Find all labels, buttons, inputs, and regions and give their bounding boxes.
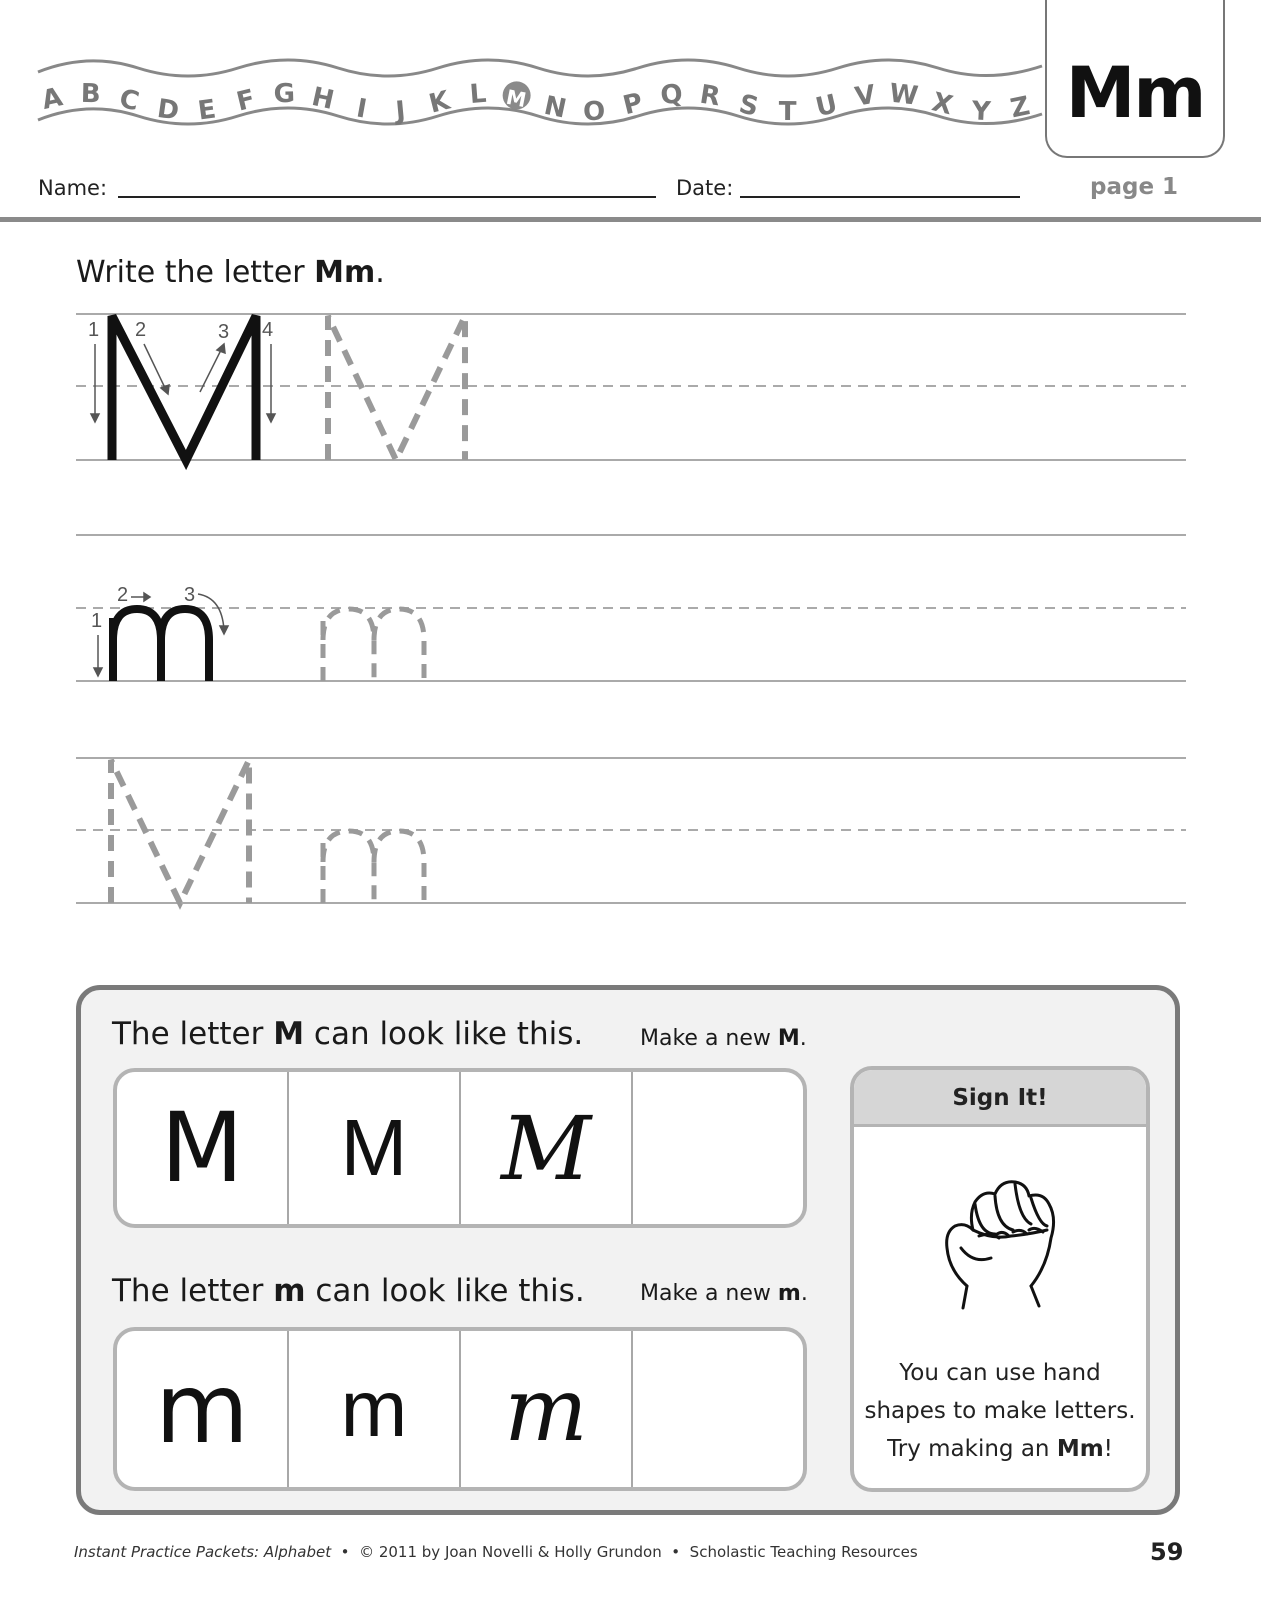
footer-bullet-1: • bbox=[335, 1543, 355, 1561]
upper-stroke-arrows bbox=[91, 344, 275, 422]
name-label: Name: bbox=[38, 176, 108, 200]
model-uppercase-m bbox=[112, 316, 256, 460]
alphabet-letter-j: J bbox=[394, 95, 407, 127]
upper-stroke-4: 4 bbox=[262, 319, 274, 341]
date-label: Date: bbox=[676, 176, 734, 200]
lowercase-sample-3: m bbox=[461, 1331, 633, 1487]
alphabet-letter-x: X bbox=[928, 87, 956, 122]
lowercase-samples-row bbox=[113, 1327, 807, 1491]
lowercase-caption-suffix: can look like this. bbox=[305, 1273, 585, 1309]
page-label: page 1 bbox=[1090, 174, 1179, 200]
sign-line-1: You can use hand bbox=[899, 1360, 1101, 1386]
uppercase-caption-suffix: can look like this. bbox=[304, 1016, 584, 1052]
instruction-suffix: . bbox=[375, 255, 385, 290]
alphabet-letter-q: Q bbox=[658, 78, 685, 112]
make-new-lower-prefix: Make a new bbox=[640, 1281, 778, 1306]
hand-sign-illustration bbox=[939, 1174, 1069, 1314]
alphabet-letter-s: S bbox=[736, 89, 762, 123]
upper-stroke-2: 2 bbox=[135, 319, 147, 341]
sign-it-title: Sign It! bbox=[854, 1070, 1146, 1127]
alphabet-letter-g: G bbox=[273, 78, 296, 110]
sign-line-3 bbox=[854, 1430, 1146, 1468]
sign-line-3-prefix: Try making an bbox=[887, 1436, 1057, 1462]
alphabet-letter-e: E bbox=[196, 94, 218, 127]
alphabet-letter-a: A bbox=[39, 82, 66, 116]
footer-publisher: Scholastic Teaching Resources bbox=[689, 1543, 918, 1561]
lowercase-sample-2: m bbox=[289, 1331, 461, 1487]
lowercase-caption-prefix: The letter bbox=[112, 1273, 274, 1309]
make-new-upper-prefix: Make a new bbox=[640, 1026, 778, 1051]
instruction-prefix: Write the letter bbox=[76, 255, 315, 290]
make-new-lower-suffix: . bbox=[800, 1281, 808, 1306]
make-new-upper-letter: M bbox=[777, 1026, 800, 1051]
alphabet-letter-i: I bbox=[354, 93, 370, 125]
alphabet-letter-t: T bbox=[778, 96, 797, 128]
sign-line-3-suffix: ! bbox=[1103, 1436, 1113, 1462]
alphabet-letter-y: Y bbox=[971, 96, 992, 128]
alphabet-letter-p: P bbox=[620, 87, 646, 122]
model-lowercase-m bbox=[113, 609, 209, 681]
alphabet-letter-l: L bbox=[468, 78, 488, 111]
alphabet-letter-m: M bbox=[504, 84, 529, 113]
footer-copyright: © 2011 by Joan Novelli & Holly Grundon bbox=[359, 1543, 662, 1561]
sign-it-text bbox=[854, 1354, 1146, 1468]
alphabet-letter-k: K bbox=[426, 85, 453, 120]
lower-stroke-2: 2 bbox=[117, 584, 129, 606]
trace-uppercase-m-1 bbox=[328, 316, 465, 460]
uppercase-samples-row bbox=[113, 1068, 807, 1228]
alphabet-letter-w: W bbox=[887, 78, 920, 112]
lowercase-sample-1: m bbox=[117, 1331, 289, 1487]
uppercase-sample-3: M bbox=[461, 1072, 633, 1224]
lowercase-caption bbox=[112, 1273, 585, 1309]
alphabet-letter-h: H bbox=[308, 81, 337, 116]
footer bbox=[74, 1543, 918, 1561]
alphabet-letter-z: Z bbox=[1007, 91, 1033, 125]
uppercase-sample-2: M bbox=[289, 1072, 461, 1224]
make-new-upper-suffix: . bbox=[799, 1026, 807, 1051]
instruction-letter: Mm bbox=[314, 255, 376, 290]
trace-lowercase-m-2 bbox=[323, 831, 424, 903]
upper-stroke-3: 3 bbox=[218, 321, 230, 343]
uppercase-caption-prefix: The letter bbox=[112, 1016, 274, 1052]
uppercase-caption-letter: M bbox=[273, 1016, 305, 1052]
lower-stroke-3: 3 bbox=[184, 584, 196, 606]
alphabet-letter-d: D bbox=[155, 93, 181, 127]
footer-bullet-2: • bbox=[666, 1543, 685, 1561]
make-new-lowercase bbox=[640, 1281, 808, 1306]
uppercase-sample-1: M bbox=[117, 1072, 289, 1224]
tab-letter: Mm bbox=[1065, 52, 1205, 134]
make-new-lower-letter: m bbox=[777, 1281, 801, 1306]
page-number: 59 bbox=[1150, 1538, 1184, 1566]
trace-uppercase-m-2 bbox=[111, 760, 249, 903]
upper-stroke-1: 1 bbox=[88, 319, 100, 341]
uppercase-write-box[interactable] bbox=[633, 1072, 803, 1224]
alphabet-letter-c: C bbox=[116, 83, 142, 118]
alphabet-letter-o: O bbox=[582, 96, 606, 128]
lowercase-write-box[interactable] bbox=[633, 1331, 803, 1487]
uppercase-caption bbox=[112, 1016, 583, 1052]
alphabet-letter-f: F bbox=[233, 84, 258, 118]
footer-book-title: Instant Practice Packets: Alphabet bbox=[74, 1543, 332, 1561]
sign-line-2: shapes to make letters. bbox=[864, 1398, 1136, 1424]
lower-stroke-1: 1 bbox=[91, 610, 103, 632]
alphabet-letter-n: N bbox=[541, 90, 569, 125]
make-new-uppercase bbox=[640, 1026, 807, 1051]
sign-it-box bbox=[850, 1066, 1150, 1492]
sign-line-3-letter: Mm bbox=[1056, 1436, 1104, 1462]
lowercase-caption-letter: m bbox=[273, 1273, 306, 1309]
alphabet-letter-v: V bbox=[852, 79, 878, 113]
alphabet-letter-b: B bbox=[80, 78, 101, 110]
alphabet-letter-r: R bbox=[697, 79, 723, 113]
alphabet-letter-u: U bbox=[812, 89, 841, 124]
trace-lowercase-m-1 bbox=[323, 609, 424, 681]
